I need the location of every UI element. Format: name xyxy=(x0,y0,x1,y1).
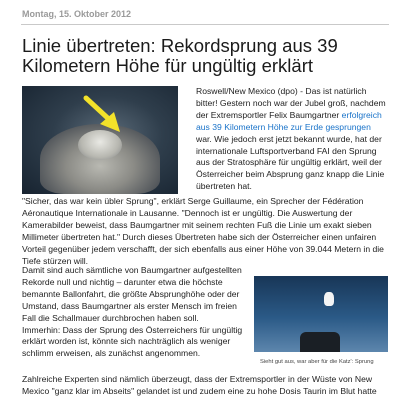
paragraph-3a: Damit sind auch sämtliche von Baumgartner aufgestellten Rekorde null und nichtig – darunter etwa die höchste bemannte Ballonfahrt, die größte Absprunghöhe oder der Umstand, dass Baumgartner als erster Mensch im freien Fall die Schallmauer durchbrochen haben soll. xyxy=(22,265,242,323)
intro-text-2: war. Wie jedoch erst jetzt bekannt wurde, hat der internationale Luftsportverband FAI den Sprung aus der Stratosphäre für ungültig erklärt, weil der Österreicher beim Absprung ganz knapp die Linie übertreten hat. xyxy=(196,133,385,192)
paragraph-2: "Sicher, das war kein übler Sprung", erklärt Serge Guillaume, ein Sprecher der Fédération Aéronautique Internationale in Lausanne. "Dennoch ist er ungültig. Die Auswertung der Kamerabilder beweist, dass Baumgartner mit seinem rechten Fuß die Linie um exakt sieben Millimeter übertreten hat." Durch dieses Übertreten habe sich der Österreicher einen unfairen Vorteil gegenüber jedem verschafft, der sich ebenfalls aus einer Höhe von 39.044 Metern in die Tiefe stürzen will. xyxy=(22,196,384,266)
capsule-edge xyxy=(300,332,340,352)
intro-link[interactable]: erfolgreich aus 39 Kilometern Höhe zur Erde gesprungen xyxy=(196,109,382,132)
paragraph-4: Zahlreiche Experten sind nämlich überzeugt, dass der Extremsportler in der Wüste von New Mexico "ganz klar im Abseits" gelandet ist und zudem eine zu hohe Dosis Taurin im Blut hatte xyxy=(22,374,377,396)
article-date: Montag, 15. Oktober 2012 xyxy=(22,9,132,19)
article-headline: Linie übertreten: Rekordsprung aus 39 Kilometern Höhe für ungültig erklärt xyxy=(22,35,338,76)
paragraph-3b: Immerhin: Dass der Sprung des Österreichers für ungültig erklärt worden ist, könnte sich nachträglich als weniger schlimm erweisen, als zunächst angenommen. xyxy=(22,324,243,359)
jump-photo xyxy=(22,86,178,194)
divider xyxy=(21,24,389,25)
intro-paragraph xyxy=(196,86,386,193)
jumper-figure xyxy=(324,292,334,306)
paragraph-3 xyxy=(22,265,252,360)
photo-caption: Sieht gut aus, war aber für die Katz': Sprung xyxy=(260,359,374,365)
yellow-arrow-icon xyxy=(82,94,130,136)
intro-text-1: Roswell/New Mexico (dpo) - Das ist natürlich bitter! Gestern noch war der Jubel groß, nachdem der Extremsportler Felix Baumgartner xyxy=(196,86,386,120)
freefall-photo xyxy=(254,276,388,352)
